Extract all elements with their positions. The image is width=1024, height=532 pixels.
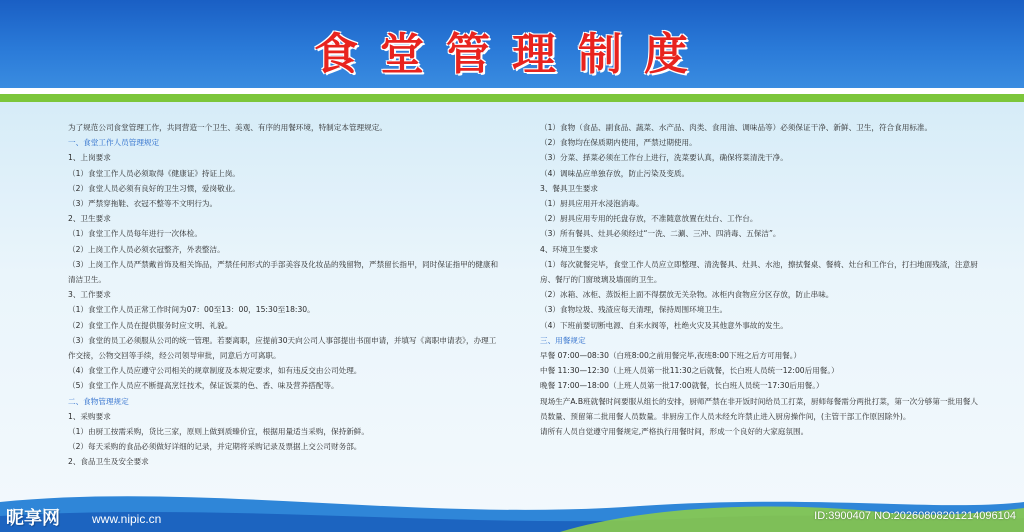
paragraph: 4、环境卫生要求 (540, 244, 598, 254)
paragraph: （3）所有餐具、灶具必须经过“一洗、二涮、三冲、四消毒、五保洁”。 (540, 229, 781, 239)
paragraph: （1）食堂工作人员正常工作时间为07：00至13：00，15:30至18:30。 (68, 305, 315, 315)
watermark-logo: 昵享网 (6, 508, 60, 528)
paragraph: （3）上岗工作人员严禁戴首饰及相关饰品，严禁任何形式的手部美容及化妆品的残留物，严禁留长指甲，同时保证指甲的健康和清洁卫生。 (68, 259, 499, 285)
paragraph: 3、工作要求 (68, 290, 111, 300)
paragraph: 早餐 07:00—08:30（白班8:00之前用餐完毕,夜班8:00下班之后方可用餐。） (540, 351, 802, 361)
paragraph: 中餐 11:30—12:30（上班人员第一批11:30之后就餐，长白班人员统一12:00后用餐。） (540, 366, 839, 376)
section-heading: 一、食堂工作人员管理规定 (68, 138, 160, 148)
paragraph: （1）由厨工按需采购，货比三家，原则上做到质臻价宜，根据用量适当采购，保持新鲜。 (68, 427, 369, 437)
paragraph: （2）厨具应用专用的托盘存放，不准随意放置在灶台、工作台。 (540, 214, 758, 224)
paragraph: （2）食堂工作人员在提供服务时应文明、礼貌。 (68, 320, 233, 330)
paragraph: （5）食堂工作人员应不断提高烹饪技术，保证饭菜的色、香、味及营养搭配等。 (68, 381, 339, 391)
section-heading: 三、用餐规定 (540, 335, 586, 345)
paragraph: （2）上岗工作人员必须衣冠整齐，外表整洁。 (68, 244, 225, 254)
paragraph: （2）每天采购的食品必须做好详细的记录，并定期将采购记录及票据上交公司财务部。 (68, 442, 362, 452)
paragraph: 为了规范公司食堂管理工作，共同营造一个卫生、美观、有序的用餐环境，特制定本管理规定。 (68, 123, 387, 132)
paragraph: （1）食堂工作人员每年进行一次体检。 (68, 229, 202, 239)
paragraph: （3）食物垃圾、残渣应每天清理，保持周围环境卫生。 (540, 305, 728, 315)
paragraph: 晚餐 17:00—18:00（上班人员第一批17:00就餐，长白班人员统一17:30后用餐。） (540, 381, 824, 391)
paragraph: （4）下班前要切断电源、自来水阀等，杜绝火灾及其他意外事故的发生。 (540, 320, 788, 330)
paragraph: （3）分菜、择菜必须在工作台上进行，洗菜要认真，确保将菜清洗干净。 (540, 153, 788, 163)
paragraph: （4）食堂工作人员应遵守公司相关的规章制度及本规定要求，如有违反交由公司处理。 (68, 366, 362, 376)
paragraph: 2、食品卫生及安全要求 (68, 457, 149, 467)
right-column (540, 120, 980, 439)
paragraph: （2）冰箱、冰柜、蒸饭柜上面不得摆放无关杂物。冰柜内食物应分区存放，防止串味。 (540, 290, 834, 300)
left-column (68, 120, 500, 470)
paragraph: （3）严禁穿拖鞋、衣冠不整等不文明行为。 (68, 199, 218, 209)
green-stripe (0, 94, 1024, 102)
paragraph: （1）食物（食品、副食品、蔬菜、水产品、肉类、食用油、调味品等）必须保证干净、新鲜、卫生，符合食用标准。 (540, 123, 933, 132)
paragraph: （2）食物均在保质期内使用，严禁过期使用。 (540, 138, 697, 148)
paragraph: 3、餐具卫生要求 (540, 183, 598, 193)
paragraph: 请所有人员自觉遵守用餐规定,严格执行用餐时间，形成一个良好的大家庭氛围。 (540, 427, 809, 437)
paragraph: 2、卫生要求 (68, 214, 111, 224)
paragraph: （2）食堂人员必须有良好的卫生习惯，爱岗敬业。 (68, 183, 240, 193)
paragraph: 1、上岗要求 (68, 153, 111, 163)
header-banner (0, 0, 1024, 88)
paragraph: 现场生产A.B班就餐时间要服从组长的安排，厨师严禁在非开饭时间给员工打菜，厨师每餐需分两批打菜，第一次分够第一批用餐人员数量、预留第二批用餐人员数量。非厨房工作人员未经允许禁止进入厨房操作间，(主管干部工作原因除外)。 (540, 396, 978, 421)
paragraph: （1）每次就餐完毕，食堂工作人员应立即整理、清洗餐具、灶具、水池，擦拭餐桌、餐椅、灶台和工作台，打扫地面残渣，注意厨房、餐厅的门窗玻璃及墙面的卫生。 (540, 259, 978, 285)
section-heading: 二、食物管理规定 (68, 396, 129, 406)
watermark-url: www.nipic.cn (92, 512, 162, 526)
paragraph: （1）食堂工作人员必须取得《健康证》持证上岗。 (68, 168, 240, 178)
watermark-id: ID:3900407 NO:20260808201214096104 (814, 510, 1016, 522)
page-title: 食堂管理制度 (314, 29, 710, 80)
paragraph: （3）食堂的员工必须服从公司的统一管理。若要离职，应提前30天向公司人事部提出书面申请，并填写《离职申请表》，办理工作交接，公物交回等手续，经公司领导审批，同意后方可离职。 (68, 335, 497, 361)
paragraph: 1、采购要求 (68, 411, 111, 421)
paragraph: （4）调味品应单独存放，防止污染及变质。 (540, 168, 690, 178)
paragraph: （1）厨具应用开水浸泡消毒。 (540, 199, 644, 209)
